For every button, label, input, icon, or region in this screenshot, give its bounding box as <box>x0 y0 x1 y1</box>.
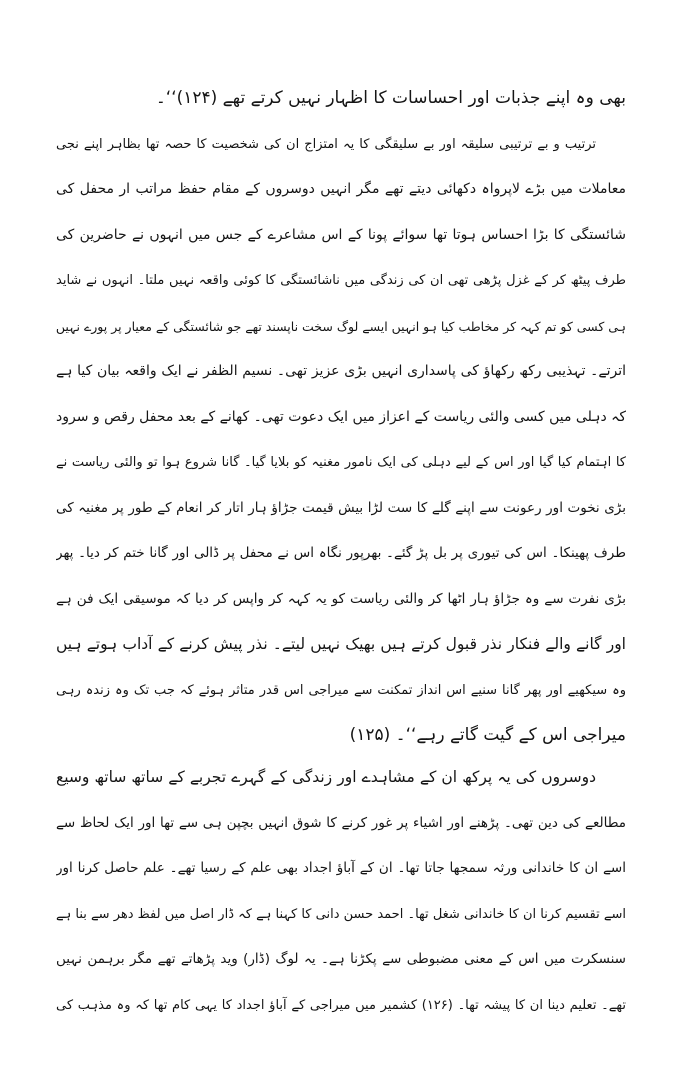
text-line: اور گانے والے فنکار نذر قبول کرتے ہیں بھیک نہیں لیتے۔ نذر پیش کرنے کے آداب ہوتے ہیں <box>56 635 626 653</box>
text-line: میراجی اس کے گیت گاتے رہے‘‘۔ (۱۲۵) <box>349 725 626 745</box>
text-line: کہ دہلی میں کسی والئی ریاست کے اعزاز میں ایک دعوت تھی۔ کھانے کے بعد محفل رقص و سرود <box>56 408 626 425</box>
text-line: ہی کسی کو تم کہہ کر مخاطب کیا ہو انہیں ایسے لوگ سخت ناپسند تھے جو شائستگی کے معیار پر پورے نہیں <box>56 318 626 334</box>
paragraph-block-1 <box>56 76 626 759</box>
text-line: وہ سیکھیے اور پھر گانا سنیے اس انداز تمکنت سے میراجی اس قدر متاثر ہوئے کہ جب تک وہ زندہ رہی <box>56 682 626 698</box>
text-line: شائستگی کا بڑا احساس ہوتا تھا سوائے پونا کے اس مشاعرے کے جس میں انہوں نے حاضرین کی <box>56 226 626 243</box>
text-line: مطالعے کی دین تھی۔ پڑھنے اور اشیاء پر غور کرنے کا شوق انہیں بچپن ہی سے تھا اور ایک لحاظ سے <box>56 814 626 831</box>
text-line: بڑی نفرت سے وہ جڑاؤ ہار اٹھا کر والئی ریاست کو یہ کہہ کر واپس کر دیا کہ موسیقی ایک فن ہے <box>56 590 626 607</box>
text-line: طرف پیٹھ کر کے غزل پڑھی تھی ان کی زندگی میں ناشائستگی کا کوئی واقعہ نہیں ملتا۔ انہوں نے شاید <box>56 273 626 288</box>
text-line: ترتیب و بے ترتیبی سلیقہ اور بے سلیقگی کا یہ امتزاج ان کی شخصیت کا حصہ تھا بظاہر اپنے نجی <box>56 136 596 152</box>
text-line: اسے تقسیم کرنا ان کا خاندانی شغل تھا۔ احمد حسن دانی کا کہنا ہے کہ ڈار اصل میں لفظ دھر سے بنا ہے <box>56 906 626 922</box>
text-line: اسے ان کا خاندانی ورثہ سمجھا جاتا تھا۔ ان کے آباؤ اجداد بھی علم کے رسیا تھے۔ علم حاصل کرنا اور <box>56 860 626 876</box>
text-line: بڑی نخوت اور رعونت سے اپنے گلے کا ست لڑا بیش قیمت جڑاؤ ہار اتار کر انعام کے طور پر مغنیہ کی <box>56 499 626 516</box>
paragraph-block-2 <box>56 755 626 1028</box>
text-line: دوسروں کی یہ پرکھ ان کے مشاہدے اور زندگی کے گہرے تجربے کے ساتھ ساتھ وسیع <box>56 768 596 786</box>
text-line: معاملات میں بڑے لاپرواہ دکھائی دیتے تھے مگر انہیں دوسروں کے مقام حفظ مراتب ار محفل کی <box>56 181 626 197</box>
text-line: بھی وہ اپنے جذبات اور احساسات کا اظہار نہیں کرتے تھے (۱۲۴)‘‘۔ <box>155 88 626 108</box>
text-line: سنسکرت میں اس کے معنی مضبوطی سے پکڑنا ہے۔ یہ لوگ (ڈار) وید پڑھاتے تھے مگر برہمن نہیں <box>56 951 626 967</box>
text-line: تھے۔ تعلیم دینا ان کا پیشہ تھا۔ (۱۲۶) کشمیر میں میراجی کے آباؤ اجداد کا یہی کام تھا کہ وہ مذہب کی <box>56 997 626 1013</box>
text-line: کا اہتمام کیا گیا اور اس کے لیے دہلی کی ایک نامور مغنیہ کو بلایا گیا۔ گانا شروع ہوا تو والئی ریاست نے <box>56 455 626 470</box>
text-line: طرف پھینکا۔ اس کی تیوری پر بل پڑ گئے۔ بھرپور نگاہ اس نے محفل پر ڈالی اور گانا ختم کر دیا۔ پھر <box>56 545 626 561</box>
text-line: اترتے۔ تہذیبی رکھ رکھاؤ کی پاسداری انہیں بڑی عزیز تھی۔ نسیم الظفر نے ایک واقعہ بیان کیا ہے <box>56 363 626 379</box>
